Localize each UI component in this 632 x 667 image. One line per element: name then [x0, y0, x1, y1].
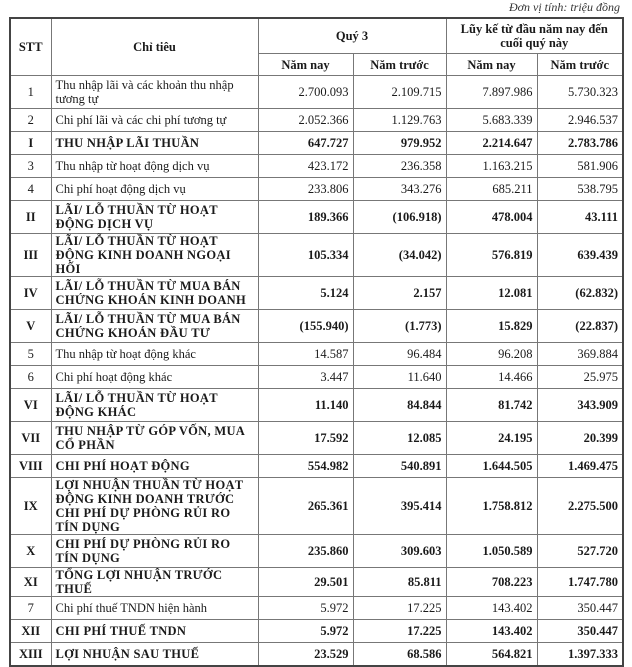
- row-value: 235.860: [258, 535, 353, 568]
- header-ytd-last-year: Năm trước: [537, 54, 623, 76]
- row-name: Thu nhập từ hoạt động dịch vụ: [51, 155, 258, 178]
- table-row: [10, 366, 623, 389]
- row-value: 639.439: [537, 234, 623, 277]
- row-value: 5.972: [258, 620, 353, 643]
- row-value: 17.225: [353, 597, 446, 620]
- unit-note: Đơn vị tính: triệu đồng: [508, 0, 620, 14]
- row-stt: II: [10, 201, 51, 234]
- table-row: [10, 155, 623, 178]
- row-value: 581.906: [537, 155, 623, 178]
- table-row: [10, 620, 623, 643]
- row-value: 7.897.986: [446, 76, 537, 109]
- row-stt: XII: [10, 620, 51, 643]
- table-row: [10, 568, 623, 597]
- table-row: [10, 478, 623, 535]
- table-row: [10, 178, 623, 201]
- table-row: [10, 76, 623, 109]
- row-name: LÃI/ LỖ THUẦN TỪ MUA BÁN CHỨNG KHOÁN KINH DOANH: [51, 277, 258, 310]
- row-value: 1.397.333: [537, 643, 623, 667]
- row-value: 189.366: [258, 201, 353, 234]
- row-value: 576.819: [446, 234, 537, 277]
- table-row: [10, 455, 623, 478]
- row-value: 15.829: [446, 310, 537, 343]
- row-value: 143.402: [446, 620, 537, 643]
- row-value: 564.821: [446, 643, 537, 667]
- row-value: 12.081: [446, 277, 537, 310]
- row-name: Chi phí hoạt động dịch vụ: [51, 178, 258, 201]
- table-row: [10, 535, 623, 568]
- row-stt: X: [10, 535, 51, 568]
- row-name: LÃI/ LỖ THUẦN TỪ MUA BÁN CHỨNG KHOÁN ĐẦU TƯ: [51, 310, 258, 343]
- row-value: 17.225: [353, 620, 446, 643]
- row-stt: 7: [10, 597, 51, 620]
- row-name: LÃI/ LỖ THUẦN TỪ HOẠT ĐỘNG KHÁC: [51, 389, 258, 422]
- header-ytd-this-year: Năm nay: [446, 54, 537, 76]
- row-value: 2.052.366: [258, 109, 353, 132]
- row-value: (1.773): [353, 310, 446, 343]
- row-value: 5.972: [258, 597, 353, 620]
- row-stt: IX: [10, 478, 51, 535]
- row-value: (106.918): [353, 201, 446, 234]
- row-value: 647.727: [258, 132, 353, 155]
- row-value: 1.644.505: [446, 455, 537, 478]
- row-value: 5.683.339: [446, 109, 537, 132]
- row-value: 43.111: [537, 201, 623, 234]
- header-indicator: Chỉ tiêu: [51, 18, 258, 76]
- row-value: 11.640: [353, 366, 446, 389]
- row-value: 2.700.093: [258, 76, 353, 109]
- row-value: 2.214.647: [446, 132, 537, 155]
- row-name: THU NHẬP TỪ GÓP VỐN, MUA CỔ PHẦN: [51, 422, 258, 455]
- row-name: Chi phí hoạt động khác: [51, 366, 258, 389]
- row-value: 2.109.715: [353, 76, 446, 109]
- row-value: 538.795: [537, 178, 623, 201]
- row-value: 23.529: [258, 643, 353, 667]
- header-q-last-year: Năm trước: [353, 54, 446, 76]
- row-stt: 1: [10, 76, 51, 109]
- row-stt: V: [10, 310, 51, 343]
- row-value: 554.982: [258, 455, 353, 478]
- row-value: 17.592: [258, 422, 353, 455]
- row-value: 2.783.786: [537, 132, 623, 155]
- row-value: 5.124: [258, 277, 353, 310]
- row-value: 979.952: [353, 132, 446, 155]
- row-value: 1.469.475: [537, 455, 623, 478]
- income-statement-table: [9, 17, 624, 667]
- header-q-this-year: Năm nay: [258, 54, 353, 76]
- table-row: [10, 277, 623, 310]
- row-name: LÃI/ LỖ THUẦN TỪ HOẠT ĐỘNG DỊCH VỤ: [51, 201, 258, 234]
- row-value: 14.587: [258, 343, 353, 366]
- row-value: 369.884: [537, 343, 623, 366]
- row-name: Chi phí lãi và các chi phí tương tự: [51, 109, 258, 132]
- row-value: 25.975: [537, 366, 623, 389]
- row-stt: VII: [10, 422, 51, 455]
- row-value: 2.946.537: [537, 109, 623, 132]
- row-name: CHI PHÍ DỰ PHÒNG RỦI RO TÍN DỤNG: [51, 535, 258, 568]
- row-stt: 6: [10, 366, 51, 389]
- header-stt: STT: [10, 18, 51, 76]
- header-ytd-group: Lũy kế từ đầu năm nay đến cuối quý này: [446, 18, 623, 54]
- row-name: Thu nhập lãi và các khoản thu nhập tương tự: [51, 76, 258, 109]
- row-value: 423.172: [258, 155, 353, 178]
- row-value: 1.758.812: [446, 478, 537, 535]
- row-value: 105.334: [258, 234, 353, 277]
- row-value: 1.163.215: [446, 155, 537, 178]
- row-value: 343.909: [537, 389, 623, 422]
- table-row: [10, 310, 623, 343]
- row-stt: XIII: [10, 643, 51, 667]
- row-value: 96.484: [353, 343, 446, 366]
- table-row: [10, 643, 623, 667]
- row-name: Chi phí thuế TNDN hiện hành: [51, 597, 258, 620]
- row-value: 68.586: [353, 643, 446, 667]
- row-value: (22.837): [537, 310, 623, 343]
- row-value: 85.811: [353, 568, 446, 597]
- row-name: LỢI NHUẬN THUẦN TỪ HOẠT ĐỘNG KINH DOANH TRƯỚC CHI PHÍ DỰ PHÒNG RỦI RO TÍN DỤNG: [51, 478, 258, 535]
- table-row: [10, 343, 623, 366]
- table-row: [10, 132, 623, 155]
- row-value: 685.211: [446, 178, 537, 201]
- row-name: LÃI/ LỖ THUẦN TỪ HOẠT ĐỘNG KINH DOANH NGOẠI HỐI: [51, 234, 258, 277]
- row-name: LỢI NHUẬN SAU THUẾ: [51, 643, 258, 667]
- row-stt: IV: [10, 277, 51, 310]
- row-stt: 3: [10, 155, 51, 178]
- row-value: 29.501: [258, 568, 353, 597]
- header-quarter-group: Quý 3: [258, 18, 446, 54]
- row-value: 3.447: [258, 366, 353, 389]
- row-value: 96.208: [446, 343, 537, 366]
- row-value: 236.358: [353, 155, 446, 178]
- table-row: [10, 389, 623, 422]
- row-value: 309.603: [353, 535, 446, 568]
- row-value: (34.042): [353, 234, 446, 277]
- row-value: 1.129.763: [353, 109, 446, 132]
- row-value: 265.361: [258, 478, 353, 535]
- row-value: 395.414: [353, 478, 446, 535]
- row-value: 1.050.589: [446, 535, 537, 568]
- row-value: 233.806: [258, 178, 353, 201]
- row-stt: XI: [10, 568, 51, 597]
- row-value: 708.223: [446, 568, 537, 597]
- row-value: 84.844: [353, 389, 446, 422]
- row-value: 478.004: [446, 201, 537, 234]
- row-value: 24.195: [446, 422, 537, 455]
- row-value: 1.747.780: [537, 568, 623, 597]
- row-stt: III: [10, 234, 51, 277]
- table-row: [10, 597, 623, 620]
- row-value: 143.402: [446, 597, 537, 620]
- row-value: 540.891: [353, 455, 446, 478]
- row-value: 81.742: [446, 389, 537, 422]
- row-value: 2.157: [353, 277, 446, 310]
- row-value: (155.940): [258, 310, 353, 343]
- row-value: 2.275.500: [537, 478, 623, 535]
- row-name: THU NHẬP LÃI THUẦN: [51, 132, 258, 155]
- table-row: [10, 422, 623, 455]
- row-value: 350.447: [537, 597, 623, 620]
- row-stt: 4: [10, 178, 51, 201]
- row-stt: VIII: [10, 455, 51, 478]
- row-name: TỔNG LỢI NHUẬN TRƯỚC THUẾ: [51, 568, 258, 597]
- table-row: [10, 109, 623, 132]
- row-value: 12.085: [353, 422, 446, 455]
- row-value: 350.447: [537, 620, 623, 643]
- table-row: [10, 201, 623, 234]
- row-name: Thu nhập từ hoạt động khác: [51, 343, 258, 366]
- row-value: 14.466: [446, 366, 537, 389]
- row-value: 527.720: [537, 535, 623, 568]
- row-value: 11.140: [258, 389, 353, 422]
- row-stt: 5: [10, 343, 51, 366]
- row-stt: 2: [10, 109, 51, 132]
- row-name: CHI PHÍ HOẠT ĐỘNG: [51, 455, 258, 478]
- row-value: 20.399: [537, 422, 623, 455]
- row-name: CHI PHÍ THUẾ TNDN: [51, 620, 258, 643]
- row-value: 343.276: [353, 178, 446, 201]
- row-stt: VI: [10, 389, 51, 422]
- row-stt: I: [10, 132, 51, 155]
- row-value: (62.832): [537, 277, 623, 310]
- table-row: [10, 234, 623, 277]
- row-value: 5.730.323: [537, 76, 623, 109]
